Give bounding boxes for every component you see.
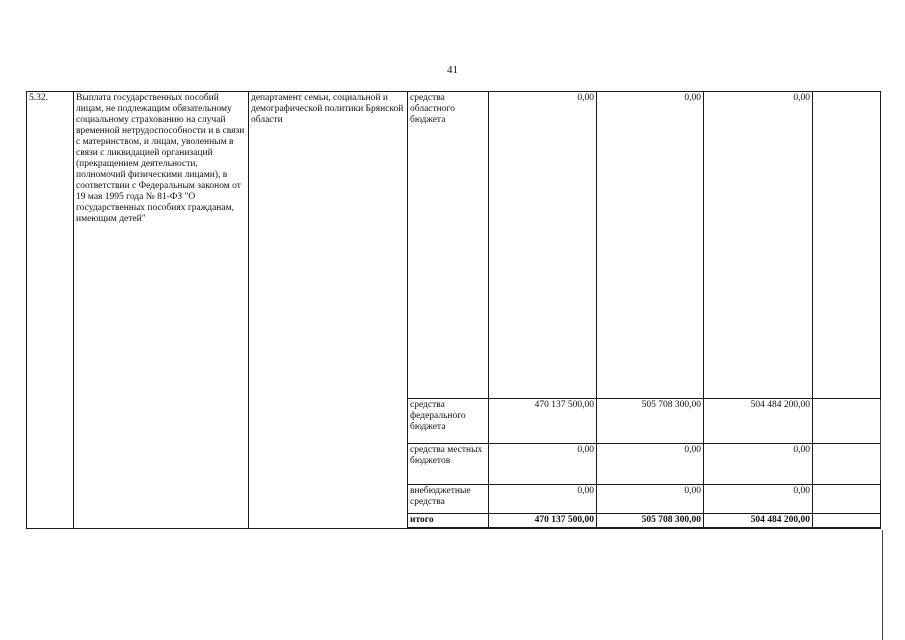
extra-cell — [813, 444, 881, 485]
amount-year2-cell: 505 708 300,00 — [597, 514, 704, 529]
amount-year1-cell: 0,00 — [489, 485, 597, 514]
funding-source-cell: средства областного бюджета — [408, 92, 489, 399]
scan-edge-line — [882, 530, 883, 640]
amount-year3-cell: 0,00 — [704, 444, 813, 485]
amount-year3-cell: 0,00 — [704, 92, 813, 399]
page-number: 41 — [447, 64, 458, 76]
funding-source-cell: средства местных бюджетов — [408, 444, 489, 485]
extra-cell — [813, 514, 881, 529]
amount-year1-cell: 0,00 — [489, 92, 597, 399]
amount-year1-cell: 0,00 — [489, 444, 597, 485]
funding-source-cell: внебюджетные средства — [408, 485, 489, 514]
extra-cell — [813, 92, 881, 399]
amount-year1-cell: 470 137 500,00 — [489, 514, 597, 529]
extra-cell — [813, 485, 881, 514]
extra-cell — [813, 399, 881, 444]
scan-edge-line — [880, 400, 881, 480]
measure-description-cell: Выплата государственных пособий лицам, не подлежащим обязательному социальному страхованию на случай временной нетрудоспособности и в связи с материнством, и лицам, уволенным в связи с ликвидацией организаций (прекращением деятельности, полномочий физическими лицами), в соответствии с Федеральным законом от 19 мая 1995 года № 81-ФЗ "О государственных пособиях гражданам, имеющим детей" — [74, 92, 249, 529]
executor-cell: департамент семьи, социальной и демографической политики Брянской области — [249, 92, 408, 529]
amount-year1-cell: 470 137 500,00 — [489, 399, 597, 444]
amount-year3-cell: 504 484 200,00 — [704, 399, 813, 444]
row-number-cell: 5.32. — [27, 92, 74, 529]
table-row — [27, 92, 881, 399]
amount-year3-cell: 504 484 200,00 — [704, 514, 813, 529]
amount-year2-cell: 0,00 — [597, 485, 704, 514]
budget-table — [26, 91, 881, 529]
amount-year3-cell: 0,00 — [704, 485, 813, 514]
amount-year2-cell: 0,00 — [597, 444, 704, 485]
amount-year2-cell: 0,00 — [597, 92, 704, 399]
funding-source-cell: средства федерального бюджета — [408, 399, 489, 444]
amount-year2-cell: 505 708 300,00 — [597, 399, 704, 444]
funding-source-cell: итого — [408, 514, 489, 529]
